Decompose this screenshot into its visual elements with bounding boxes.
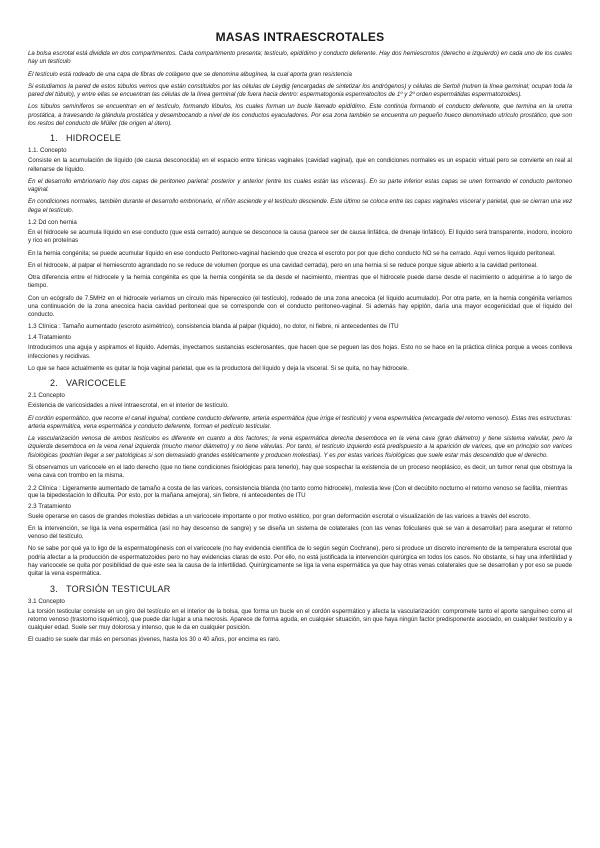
subsection-heading: 2.1 Concepto [28, 392, 65, 400]
section-heading [50, 584, 572, 594]
body-paragraph: En la intervención, se liga la vena espermática (así no hay descenso de sangre) y se diseña un sistema de colaterales (con las venas foliculares que se van a desarrollar) para asegurar el retorno venoso del testículo. [28, 524, 572, 541]
body-paragraph: La vascularización venosa de ambos testículos es diferente en cuanto a dos factores; la vena espermática derecha desemboca en la vena cava (gran diámetro) y tiene sistema valvular, pero la izquierda desemboca en la vena renal izquierda (mucho menor diámetro) y no tiene válvulas. Por tanto, el testículo izquierdo está predispuesto a la aparición de varices, que en principio son varices fisiológicas (podrían llegar a ser patológicas si son demasiado grandes estéticamente y producen molestias). Y es por estas varices fisiológicas que suele estar más descendido que el derecho. [28, 435, 572, 459]
body-paragraph: La torsión testicular consiste en un giro del testículo en el interior de la bolsa, que forma un bucle en el cordón espermático y afecta la vascularización: compromete tanto el aporte sanguíneo como el retorno venoso (trastorno isquémico), que puede dar lugar a una necrosis. Aparece de forma aguda, en cualquier situación, sin que haya ningún factor predisponente asociado, en cualquier testículo y a cualquier edad. Suele ser muy dolorosa y intenso, que le da en cualquier posición. [28, 607, 572, 632]
intro-paragraph: Si estudiamos la pared de estos túbulos vemos que están constituidos por las células de Leydig (encargadas de sintetizar los andrógenos) y células de Sertoli (nutren la línea germinal; ocupan toda la pared del túbulo), y entre ellas se encuentran las células de la línea germinal (de fuera hacia dentro: espermatogonia espermatocitos de 1º y 2º orden espermátidas espermatozoides). [28, 82, 572, 99]
subsection-heading: 2.3 Tratamiento [28, 502, 71, 510]
body-paragraph: En la hernia congénita; se puede acumular líquido en ese conducto Peritoneo-vaginal haciendo que crezca el escroto por por que dicho conducto NO se ha cerrado. Aquí vemos líquido peritoneal. [28, 249, 556, 257]
subsection-heading: 1.4 Tratamiento [28, 334, 71, 342]
body-paragraph: Suele operarse en casos de grandes molestias debidas a un varicocele importante o por motivo estético, por gran deformación escrotal o visualización de las varices a través del escroto. [28, 512, 531, 520]
body-paragraph: Lo que se hace actualmente es quitar la hoja vaginal parietal, que es la productora del líquido y deja la visceral. Si se quita, no hay hidrocele. [28, 365, 409, 373]
section-number: 1. [50, 133, 59, 144]
body-paragraph: En el hidrocele, al palpar el hemiescroto agrandado no se reduce de volumen (porque es una cavidad cerrada), pero en una hernia si se reduce porque sigue abierto a la cavidad peritoneal. [28, 261, 538, 269]
section-heading [50, 378, 572, 388]
body-paragraph: En el desarrollo embrionario hay dos capas de peritoneo parietal: posterior y anterior (entre los cuales están las vísceras). En su parte inferior estas capas se unen formando el conducto peritoneo vaginal. [28, 177, 572, 194]
body-paragraph: En el hidrocele se acumula líquido en ese conducto (que está cerrado) aunque se desconoce la causa (parece ser de causa linfática, de drenaje linfático). El líquido será transparente, inodoro, incoloro y rico en proteínas [28, 228, 572, 245]
body-paragraph: En condiciones normales, también durante el desarrollo embrionario, el riñón asciende y el testículo desciende. Este último se coloca entre las capas vaginales visceral y parietal, que se cierran una vez llega el testículo. [28, 198, 572, 214]
body-paragraph: Consiste en la acumulación de líquido (de causa desconocida) en el espacio entre túnicas vaginales (cavidad vaginal), que en condiciones normales es un espacio virtual pero se convierte en real al rellenarse de líquido. [28, 157, 572, 173]
body-paragraph: No se sabe por qué ya lo ligo de la espermatogénesis con el varicocele (no hay evidencia científica de lo según según Cochrane), pero si produce un discreto incremento de la temperatura escrotal que podría afectar a la producción de espermatozoides pero no hay evidencias claras de esto. Por ello, no está justificada la intervención quirúrgica en todos los casos. No obstante, si hay una infertilidad y hay varicocele se quita por posibilidad de que este sea la causa de la infertilidad. Quirúrgicamente se liga la vena espermática ya que hay otras venas colaterales que se desarrollan y por eso se puede quitar la vena espermática. [28, 545, 572, 578]
document-title: MASAS INTRAESCROTALES [215, 30, 385, 44]
body-paragraph: Si observamos un varicocele en el lado derecho (que no tiene condiciones fisiológicas para tenerlo), hay que sospechar la existencia de un proceso neoplásico, es decir, un tumor renal que obstruya la vena cava con trombo en la misma. [28, 464, 572, 480]
body-paragraph: Existencia de varicosidades a nivel intraescrotal, en el interior de testículo. [28, 402, 229, 410]
section-title: VARICOCELE [66, 378, 127, 389]
subsection-heading: 1.3 Clínica : Tamaño aumentado (escroto asimétrico), consistencia blanda al palpar (líquido), no dolor, ni fiebre, ni antecedentes de ITU [28, 323, 399, 331]
intro-paragraph: El testículo está rodeado de una capa de fibras de colágeno que se denomina albugínea, la cual aporta gran resistencia [28, 70, 352, 78]
body-paragraph: Con un ecógrafo de 7.5MHz en el hidrocele veríamos un círculo más hiperecoico (el testículo), rodeado de una zona anecoica (el líquido acumulado). Por otra parte, en la hernia congénita veríamos una continuación de la zona anecoica hacia cavidad peritoneal que se corresponde con el conducto peritoneo-vaginal. Si además hay epiplón, daría una mayor ecogenicidad que el líquido del conducto. [28, 294, 572, 319]
subsection-heading: 1.2 Dd con hernia [28, 218, 77, 226]
body-paragraph: Otra diferencia entre el hidrocele y la hernia congénita es que la hernia congénita se da desde el nacimiento, mientras que el hidrocele puede darse desde el nacimiento o adquirirse a lo largo de tiempo. [28, 274, 572, 290]
body-paragraph: El cordón espermático, que recorre el canal inguinal, contiene conducto deferente, arteria espermática (que irriga el testículo) y vena espermática (encargada del retorno venoso). Estas tres estructuras: arteria espermática, vena espermática y conducto deferente, forman el pedículo testicular. [28, 414, 572, 430]
body-paragraph: El cuadro se suele dar más en personas jóvenes, hasta los 30 o 40 años, por encima es raro. [28, 636, 281, 644]
intro-paragraph: La bolsa escrotal está dividida en dos compartimentos. Cada compartimento presenta; testículo, epidídimo y conducto deferente. Hay dos hemiescrotos (derecho e izquierdo) en cada uno de los cuales hay un testículo [28, 50, 572, 66]
subsection-heading: 1.1. Concepto [28, 147, 67, 155]
section-title: HIDROCELE [66, 133, 122, 144]
intro-paragraph: Los túbulos seminíferos se encuentran en el testículo, formando lóbulos, los cuales forman un bucle llamado epidídimo. Este continúa formando el conducto deferente, que termina en la uretra prostática, a travesando la glándula prostática y desembocando a nivel de los conductos eyaculadores. Por esa zona también se encuentra un pequeño hueco denominado utrículo prostático, que son los restos del conducto de Müller (de origen al útero). [28, 103, 572, 127]
subsection-heading: 3.1 Concepto [28, 597, 65, 605]
section-number: 2. [50, 378, 59, 389]
section-title: TORSIÓN TESTICULAR [66, 583, 171, 594]
section-number: 3. [50, 583, 59, 594]
body-paragraph: Introducimos una aguja y aspiramos el líquido. Además, inyectamos sustancias esclerosantes, que hacen que se peguen las dos hojas. Esto no se hace en la práctica clínica porque a veces conlleva infecciones y recidivas. [28, 344, 572, 360]
section-heading [50, 133, 572, 143]
intro-section [28, 50, 572, 128]
subsection-heading: 2.2 Clínica : Ligeramente aumentado de tamaño a costa de las varices, consistencia blanda (no tanto como hidrocele), molestia leve (Con el decúbito nocturno el retorno venoso se facilita, mientras que la bipedestación lo dificulta. Por esto, por la mañana amejora), sin fiebre, ni antecedentes de ITU [28, 484, 568, 499]
sections-container [28, 133, 572, 644]
